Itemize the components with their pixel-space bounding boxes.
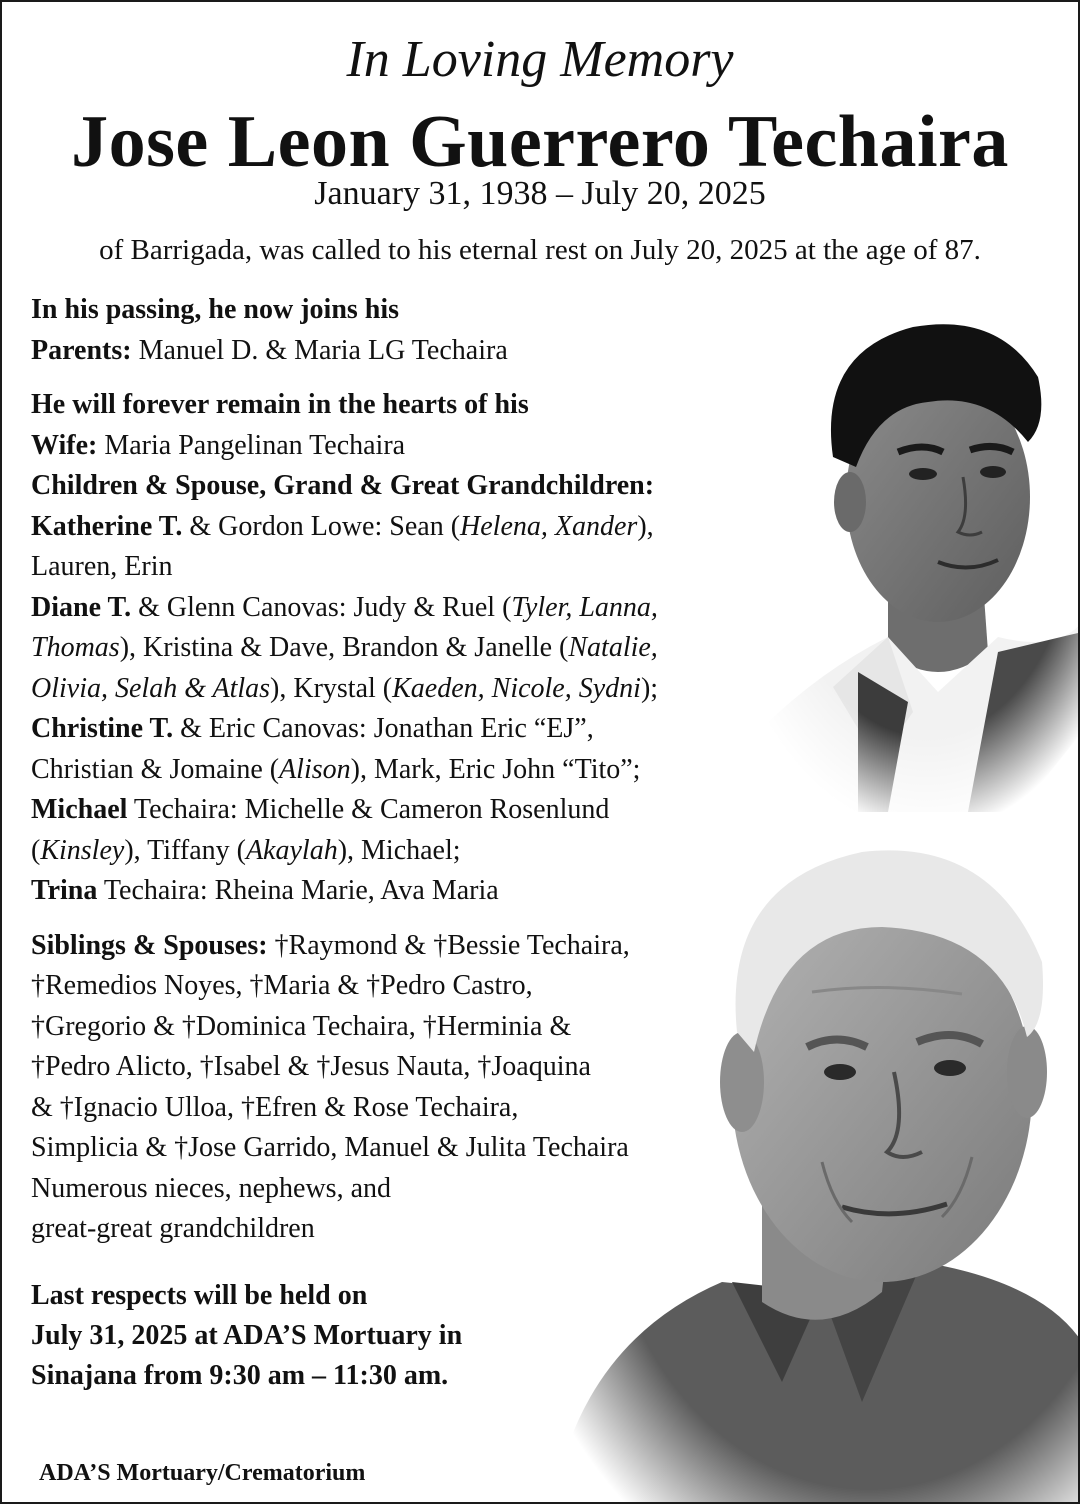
michael-line-1 — [31, 790, 811, 831]
relatives-line-2: great-great grandchildren — [31, 1213, 315, 1244]
respects-line-1: Last respects will be held on — [31, 1280, 368, 1311]
christine-text: & Eric Canovas: Jonathan Eric “EJ”, — [173, 713, 594, 744]
diane-text-2: ), Kristina & Dave, Brandon & Janelle ( — [119, 632, 569, 663]
michael-text-4: ), Michael; — [337, 834, 461, 866]
child-name-michael: Michael — [31, 794, 128, 825]
life-dates: January 31, 1938 – July 20, 2025 — [314, 175, 766, 212]
diane-line-3 — [31, 669, 811, 710]
wife-value: Maria Pangelinan Techaira — [97, 429, 406, 461]
christine-line-2 — [31, 750, 811, 791]
diane-grandkids-4: Olivia, Selah & Atlas — [31, 672, 271, 704]
parents-label: Parents: — [31, 334, 132, 366]
wife-label: Wife: — [31, 429, 98, 461]
deceased-name: Jose Leon Guerrero Techaira — [71, 101, 1009, 183]
siblings-label: Siblings & Spouses: — [31, 929, 268, 961]
siblings-text: †Raymond & †Bessie Techaira, — [267, 929, 630, 961]
mortuary-credit: ADA’S Mortuary/Crematorium — [39, 1460, 366, 1486]
siblings-line-2: †Remedios Noyes, †Maria & †Pedro Castro, — [31, 970, 533, 1001]
katherine-line-2: Lauren, Erin — [31, 551, 173, 582]
respects-line-3: Sinajana from 9:30 am – 11:30 am. — [31, 1360, 449, 1391]
siblings-line-3: †Gregorio & †Dominica Techaira, †Herminia & — [31, 1010, 572, 1042]
katherine-line-1 — [31, 507, 811, 548]
diane-line-1 — [31, 588, 811, 629]
katherine-grandkids: Helena, Xander — [460, 510, 638, 542]
memorial-tagline: In Loving Memory — [346, 31, 734, 88]
siblings-line-1 — [31, 926, 811, 967]
siblings-line-5: & †Ignacio Ulloa, †Efren & Rose Techaira, — [31, 1091, 519, 1123]
diane-text: & Glenn Canovas: Judy & Ruel ( — [131, 591, 512, 623]
diane-grandkids-5: Kaeden, Nicole, Sydni — [392, 672, 641, 704]
diane-grandkids-2: Thomas — [31, 632, 120, 663]
christine-text-2: Christian & Jomaine ( — [31, 753, 280, 785]
child-name-diane: Diane T. — [31, 591, 132, 623]
christine-text-3: ), Mark, Eric John “Tito”; — [350, 753, 641, 785]
katherine-text: & Gordon Lowe: Sean ( — [182, 510, 461, 542]
diane-line-2 — [31, 628, 811, 669]
michael-line-2 — [31, 831, 811, 872]
passing-heading: In his passing, he now joins his — [31, 294, 400, 325]
michael-text: Techaira: Michelle & Cameron Rosenlund — [127, 794, 610, 825]
wife-line — [31, 426, 811, 467]
katherine-text-end: ), — [637, 510, 654, 542]
diane-text-4: ); — [640, 672, 659, 704]
michael-grandkid-2: Akaylah — [245, 834, 338, 866]
diane-grandkids-1: Tyler, Lanna, — [511, 591, 658, 623]
children-heading: Children & Spouse, Grand & Great Grandchildren: — [31, 470, 655, 501]
siblings-line-4: †Pedro Alicto, †Isabel & †Jesus Nauta, †Joaquina — [31, 1051, 591, 1082]
diane-grandkids-3: Natalie, — [568, 632, 658, 663]
relatives-line-1: Numerous nieces, nephews, and — [31, 1172, 392, 1204]
diane-text-3: ), Krystal ( — [270, 672, 393, 704]
michael-text-2: ( — [31, 834, 41, 866]
parents-line — [31, 331, 811, 372]
respects-line-2: July 31, 2025 at ADA’S Mortuary in — [31, 1320, 463, 1351]
family-section — [31, 290, 811, 1250]
child-name-trina: Trina — [31, 875, 98, 906]
trina-text: Techaira: Rheina Marie, Ava Maria — [97, 875, 499, 906]
intro-line: of Barrigada, was called to his eternal rest on July 20, 2025 at the age of 87. — [99, 234, 981, 266]
last-respects-section — [31, 1276, 591, 1396]
siblings-line-6: Simplicia & †Jose Garrido, Manuel & Julita Techaira — [31, 1132, 629, 1163]
michael-text-3: ), Tiffany ( — [124, 834, 246, 866]
christine-grandkid: Alison — [279, 753, 351, 785]
michael-grandkid-1: Kinsley — [40, 834, 125, 866]
hearts-heading: He will forever remain in the hearts of his — [31, 389, 529, 420]
child-name-katherine: Katherine T. — [31, 510, 183, 542]
christine-line-1 — [31, 709, 811, 750]
trina-line — [31, 871, 811, 912]
parents-value: Manuel D. & Maria LG Techaira — [131, 334, 508, 366]
child-name-christine: Christine T. — [31, 713, 174, 744]
